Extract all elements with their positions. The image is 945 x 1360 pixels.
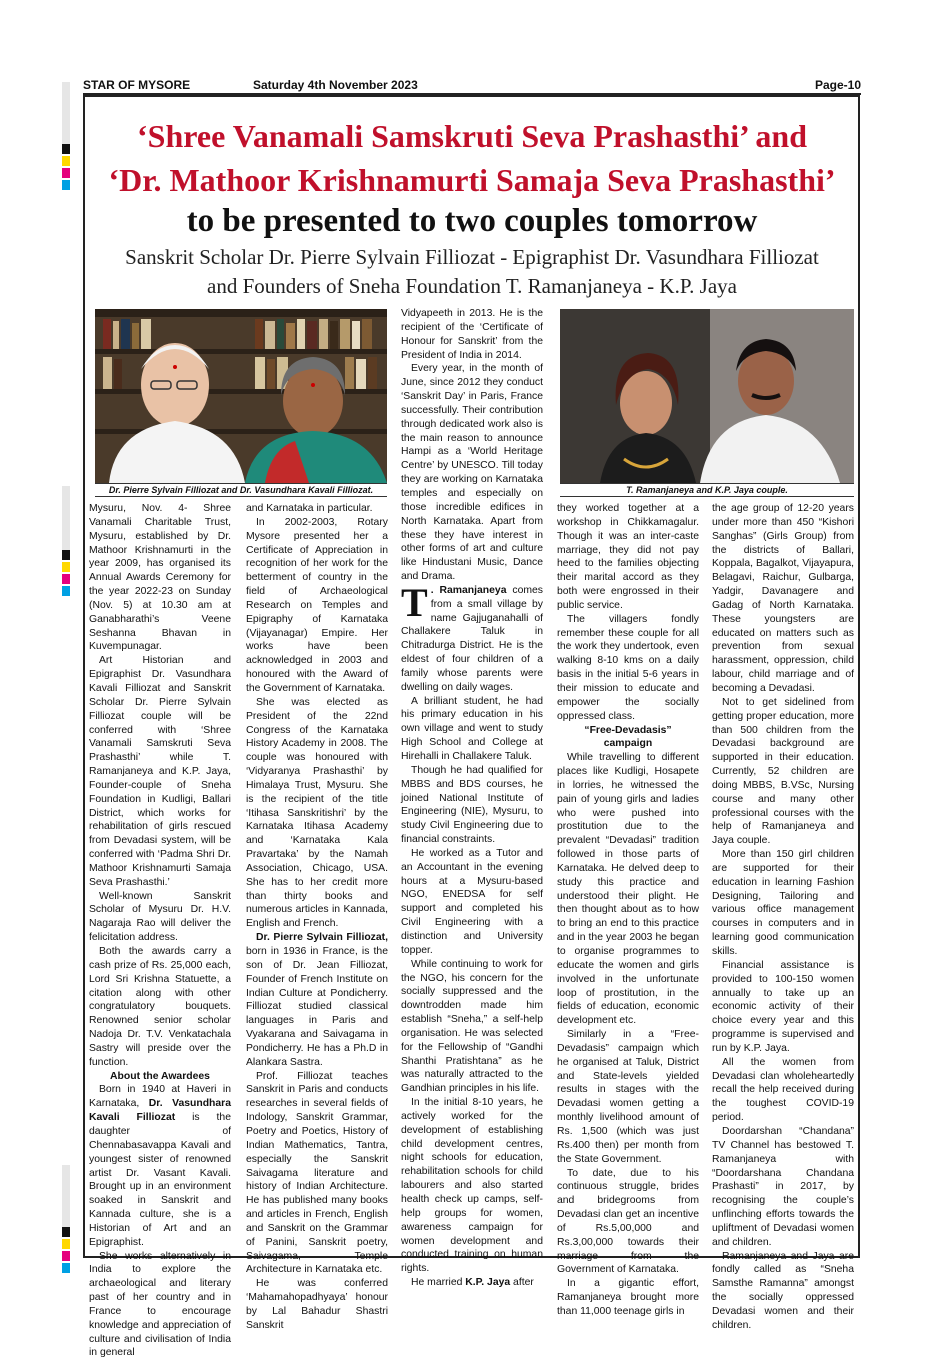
para: [401, 579, 543, 695]
para: She was elected as President of the 22nd Congress of the Karnataka History Academy in 2008. The couple was honoured with ‘Vidyaranya Prashasthi’ by Himalaya Trust, Mysuru. She is the recipient of the title ‘Itihasa Sanskritishri’ by the Karnataka Itihasa Academy and ‘Karnataka Kala Pravartaka’ by the Namah Association, Chicago, USA. She has to her credit more than thirty books and numerous articles in Kannada, English and French.: [246, 696, 388, 930]
section-heading-awardees: About the Awardees: [110, 1070, 210, 1082]
para: More than 150 girl children are supported for their education in learning Fashion Designing, Tailoring and various office management courses in computers and in learning good communication skills.: [712, 849, 854, 957]
awardee-name: Dr. Pierre Sylvain Filliozat,: [256, 932, 388, 944]
para: Though he had qualified for MBBS and BDS courses, he joined National Institute of Engineering (NIE), Mysuru, to study Civil Engineering due to financial constraints.: [401, 764, 543, 846]
photo-ramanjaneya-jaya-couple: [560, 309, 854, 483]
para: Mysuru, Nov. 4- Shree Vanamali Charitable Trust, Mysuru, established by Dr. Mathoor Krishnamurti in the year 2009, has organised its Annual Awards Ceremony for the year 2022-23 on Sunday (Nov. 5) at 10.30 am at Ganabharathi’s Veene Seshanna Bhavan in Kuvempunagar.: [89, 503, 231, 653]
para: Similarly in a “Free-Devadasis” campaign which he organised at Taluk, District and State-levels yielded results in stages with the Devadasi women getting a monthly livelihood amount of Rs. 1,500 (which was just Rs.400 then) per month from the State Government.: [557, 1029, 699, 1165]
issue-date: Saturday 4th November 2023: [253, 78, 418, 92]
awardee-name: Dr. Vasundhara Kavali Filliozat: [89, 1098, 232, 1124]
para: In the initial 8-10 years, he actively worked for the development of establishing child development centres, night schools for education, rehabilitation schools for child labourers and also started health check up camps, self-help groups for women, awareness campaign for women development and conducted training on human rights.: [401, 1097, 543, 1275]
drop-cap: T: [401, 579, 428, 625]
article-column-4: [557, 502, 699, 1319]
para: Ramanjaneya and Jaya are fondly called as “Sneha Samsthe Ramanna” amongst the socially oppressed Devadasi women and their children.: [712, 1250, 854, 1331]
para: the age group of 12-20 years under more than 450 “Kishori Sanghas” (Girls Group) from the districts of Ballari, Koppala, Bagalkot, Vijayapura, Belagavi, Raichur, Gulbarga, Yadgir, Davanagere and Gadag of North Karnataka. These youngsters are educated on matters such as prevention from sexual harassment, oppression, child labour, child marriage and of becoming a Devadasi.: [712, 503, 854, 694]
text-run: after: [510, 1277, 534, 1289]
awardee-name: . Ramanjaneya: [430, 584, 507, 596]
right-photo-caption: T. Ramanjaneya and K.P. Jaya couple.: [560, 483, 854, 497]
section-heading-campaign-2: campaign: [603, 738, 653, 750]
para: She works alternatively in India to explore the archaeological and literary past of her country and in France to encourage knowledge and appreciation of culture and civilisation of India in general: [89, 1250, 231, 1359]
article-column-3: [401, 307, 543, 1290]
para: [401, 1276, 543, 1290]
article-column-1: [89, 502, 231, 1360]
para: The villagers fondly remember these couple for all the work they undertook, even walking 8-10 kms on a daily basis in the initial 5-6 years in their mission to educate and empower the socially oppressed class.: [557, 613, 699, 722]
text-run: is the daughter of Chennabasavappa Kavali and youngest sister of renowned artist Dr. Vasant Kavali. Brought up in an environment soaked in Sanskrit and Kannada culture, she is a Historian of Art and an Epigraphist.: [89, 1112, 231, 1248]
para: He worked as a Tutor and an Accountant in the evening hours at a Mysuru-based NGO, ENEDSA for self support and completed his Civil Engineering with a distinction and University topper.: [401, 847, 543, 956]
headline-line2: ‘Dr. Mathoor Krishnamurti Samaja Seva Prashasthi’: [108, 162, 836, 198]
paper-name: STAR OF MYSORE: [83, 78, 191, 92]
headline-line3: to be presented to two couples tomorrow: [186, 203, 758, 239]
masthead: [83, 78, 861, 92]
headline-line1: ‘Shree Vanamali Samskruti Seva Prashasthi’ and: [136, 118, 808, 154]
para: All the women from Devadasi clan wholeheartedly recall the help received during the toughest COVID-19 period.: [712, 1056, 854, 1124]
subheadline-line1: Sanskrit Scholar Dr. Pierre Sylvain Filliozat - Epigraphist Dr. Vasundhara Filliozat: [125, 245, 819, 269]
para: Well-known Sanskrit Scholar of Mysuru Dr. H.V. Nagaraja Rao will deliver the felicitation address.: [89, 890, 231, 944]
para: To date, due to his continuous struggle, brides and bridegrooms from Devadasi clan get an incentive of Rs.5,00,000 and Rs.3,00,000 towards their marriage from the Government of Karnataka.: [557, 1167, 699, 1276]
left-photo-caption: Dr. Pierre Sylvain Filliozat and Dr. Vasundhara Kavali Filliozat.: [95, 483, 387, 497]
para: Both the awards carry a cash prize of Rs. 25,000 each, Lord Sri Krishna Statuette, a citation along with other congratulatory bouquets. Renowned senior scholar Nadoja Dr. T.V. Venkatachala Sastry will preside over the function.: [89, 946, 231, 1068]
text-run: Born in 1940 at Haveri in Karnataka,: [89, 1084, 231, 1110]
para: Vidyapeeth in 2013. He is the recipient of the ‘Certificate of Honour for Sanskrit’ from the President of India in 2014.: [401, 308, 543, 361]
para: While continuing to work for the NGO, his concern for the socially suppressed and the downtrodden made him establish “Sneha,” a self-help organisation. He was selected for the Fellowship of “Gandhi Shanthi Pratishtana” as he was naturally attracted to the Gandhian principles in his life.: [401, 958, 543, 1095]
para: Art Historian and Epigraphist Dr. Vasundhara Kavali Filliozat and Sanskrit Scholar Dr. Pierre Sylvain Filliozat couple will be conferred with ‘Shree Vanamali Samskruti Seva Prashasthi’ while T. Ramanjaneya and K.P. Jaya, Founder-couple of Sneha Foundation in Kudligi, Ballari District, which works for rehabilitation of girls rescued from Devadasi system, will be conferred with ‘Padma Shri Dr. Mathoor Krishnamurti Samaja Seva Prashasthi.’: [89, 655, 231, 888]
para: and Karnataka in particular.: [246, 503, 373, 514]
photo-filliozat-couple: [95, 309, 387, 483]
text-run: comes from a small village by name Gajjuganahalli of Challakere Taluk in Chitradurga District. He is the eldest of four children of a family whose parents were dwelling on daily wages.: [401, 584, 543, 693]
para: Financial assistance is provided to 100-150 women annually to take up an economic activity of their choice every year and this programme is supervised and run by K.P. Jaya.: [712, 959, 854, 1054]
page-number: Page-10: [814, 78, 861, 92]
article-column-2: [246, 502, 388, 1333]
para: In 2002-2003, Rotary Mysore presented her a Certificate of Appreciation in recognition of her work for the betterment of country in the field of Archaeological Research on Temples and Epigraphy of Karnataka (Vijayanagar) Empire. Her works have been acknowledged in 2003 and honoured with the Award of the Government of Karnataka.: [246, 516, 388, 694]
awardee-name: K.P. Jaya: [465, 1277, 511, 1289]
section-heading-campaign: “Free-Devadasis”: [584, 724, 672, 736]
para: [246, 931, 388, 1069]
text-run: He married: [411, 1277, 466, 1289]
para: Not to get sidelined from getting proper education, more than 500 children from the Devadasi background are supported in their education. Currently, 52 children are doing MBBS, B.VSc, Nursing course and many other professional courses with the help of Ramanjaneya and Jaya couple.: [712, 696, 854, 847]
para: they worked together at a workshop in Chikkamagalur. Though it was an inter-caste marriage, they did not pay heed to the families objecting their marital accord as they both were engrossed in their public service.: [557, 503, 699, 611]
para: A brilliant student, he had his primary education in his own village and went to study High School and College at Hirehalli in Challakere Taluk.: [401, 695, 543, 762]
para: While travelling to different places like Kudligi, Hosapete in lorries, he witnessed the pain of young girls and ladies who were pushed into prostitution due to the prevalent “Devadasi” tradition followed in those parts of Karnataka. He delved deep to study this practice and understood their plight. He then thought about as to how to bring an end to this practice and in the year 2003 he began to organise programmes to educate the women and girls involved in the unfortunate loop of prostitution, in the fields of education, economic development etc.: [557, 752, 699, 1027]
para: Every year, in the month of June, since 2012 they conduct ‘Sanskrit Day’ in Paris, France successfully. Their contribution through dedicated work also is the main reason to announce Hampi as a ‘World Heritage Centre’ by UNESCO. Till today they are working on Karnataka temples and especially on those incredible edifices in North Karnataka. Apart from these they have interest in other forms of art and culture like Hindustani Music, Dance and Drama.: [401, 363, 543, 583]
text-run: born in 1936 in France, is the son of Dr. Jean Filliozat, Founder of French Institute on Indian Culture at Pondicherry. Filliozat studied classical languages in Paris and Vyakarana and Saivagama in Pondicherry. He has a Ph.D in Alankara Sastra.: [246, 946, 388, 1068]
para: Prof. Filliozat teaches Sanskrit in Paris and conducts researches in several fields of Indology, Sanskrit Grammar, Poetry and Poetics, History of Indian Mathematics, Tantra, especially the Sanskrit Saivagama literature and history of Indian Architecture. He has published many books and articles in French, English and Sanskrit on the Grammar of Panini, Sanskrit poetry, Saivagama, Temple Architecture in Karnataka etc.: [246, 1070, 388, 1276]
para: Doordarshan “Chandana” TV Channel has bestowed T. Ramanjaneya with “Doordarshana Chandana Prashasti” in 2017, by recognising the couple’s unflinching efforts towards the upliftment of Devadasi women and children.: [712, 1125, 854, 1248]
para: In a gigantic effort, Ramanjaneya brought more than 11,000 teenage girls in: [557, 1278, 699, 1317]
para: He was conferred ‘Mahamahopadhyaya’ honour by Lal Bahadur Shastri Sanskrit: [246, 1278, 388, 1331]
article-column-5: [712, 502, 854, 1333]
para: [89, 1083, 231, 1249]
subheadline-line2: and Founders of Sneha Foundation T. Ramanjaneya - K.P. Jaya: [207, 274, 737, 298]
